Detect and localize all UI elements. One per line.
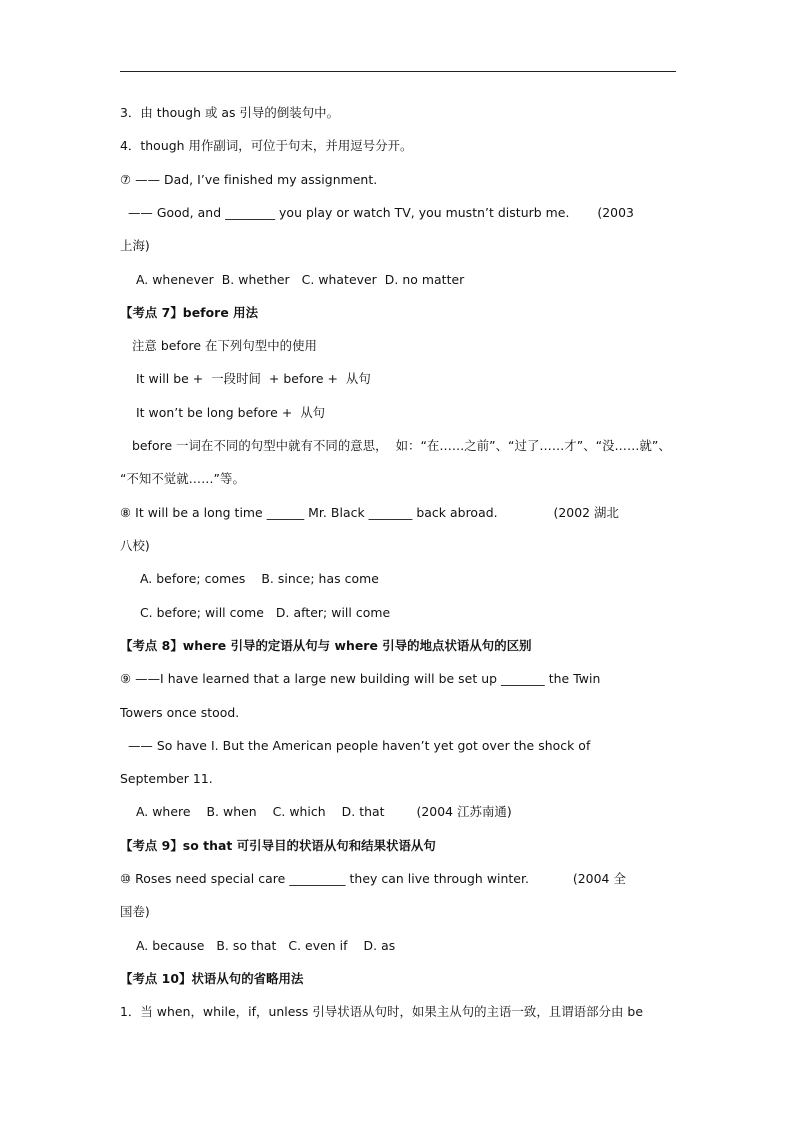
question-7-source: 上海)	[120, 238, 150, 253]
question-9-text: ⑨ ——I have learned that a large new building will be set up _______ the Twin	[120, 671, 601, 686]
question-8-text: ⑧ It will be a long time ______ Mr. Black _______ back abroad. (2002 湖北	[120, 505, 619, 520]
question-8-source: 八校)	[120, 538, 150, 553]
question-7-text: —— Good, and ________ you play or watch TV, you mustn’t disturb me. (2003	[120, 205, 634, 220]
question-7-options: A. whenever B. whether C. whatever D. no matter	[120, 272, 465, 287]
text-line: 1．当 when，while，if，unless 引导状语从句时，如果主从句的主语一致，且谓语部分由 be	[120, 1004, 644, 1019]
section-heading-10: 【考点 10】状语从句的省略用法	[120, 971, 304, 986]
question-9-reply: —— So have I. But the American people haven’t yet got over the shock of	[120, 738, 591, 753]
text-line: before 一词在不同的句型中就有不同的意思， 如：“在……之前”、“过了……才”、“没……就”、	[120, 438, 671, 453]
text-line: It will be + 一段时间 + before + 从句	[120, 371, 371, 386]
question-10-text: ⑩ Roses need special care _________ they can live through winter. (2004 全	[120, 871, 626, 886]
question-10-options: A. because B. so that C. even if D. as	[120, 938, 396, 953]
question-9-options: A. where B. when C. which D. that (2004 江苏南通)	[120, 804, 512, 819]
question-8-options-1: A. before; comes B. since; has come	[120, 571, 379, 586]
question-7-prompt: ⑦ —— Dad, I’ve finished my assignment.	[120, 172, 378, 187]
text-line: 3．由 though 或 as 引导的倒装句中。	[120, 105, 340, 120]
question-9-reply: September 11.	[120, 771, 213, 786]
text-line: 4．though 用作副词，可位于句末，并用逗号分开。	[120, 138, 413, 153]
text-line: “不知不觉就……”等。	[120, 471, 245, 486]
question-10-source: 国卷)	[120, 904, 150, 919]
header-rule	[120, 71, 676, 72]
question-8-options-2: C. before; will come D. after; will come	[120, 605, 391, 620]
text-line: It won’t be long before + 从句	[120, 405, 326, 420]
question-9-text: Towers once stood.	[120, 705, 240, 720]
section-heading-9: 【考点 9】so that 可引导目的状语从句和结果状语从句	[120, 838, 436, 853]
section-heading-8: 【考点 8】where 引导的定语从句与 where 引导的地点状语从句的区别	[120, 638, 532, 653]
section-heading-7: 【考点 7】before 用法	[120, 305, 259, 320]
text-line: 注意 before 在下列句型中的使用	[120, 338, 317, 353]
